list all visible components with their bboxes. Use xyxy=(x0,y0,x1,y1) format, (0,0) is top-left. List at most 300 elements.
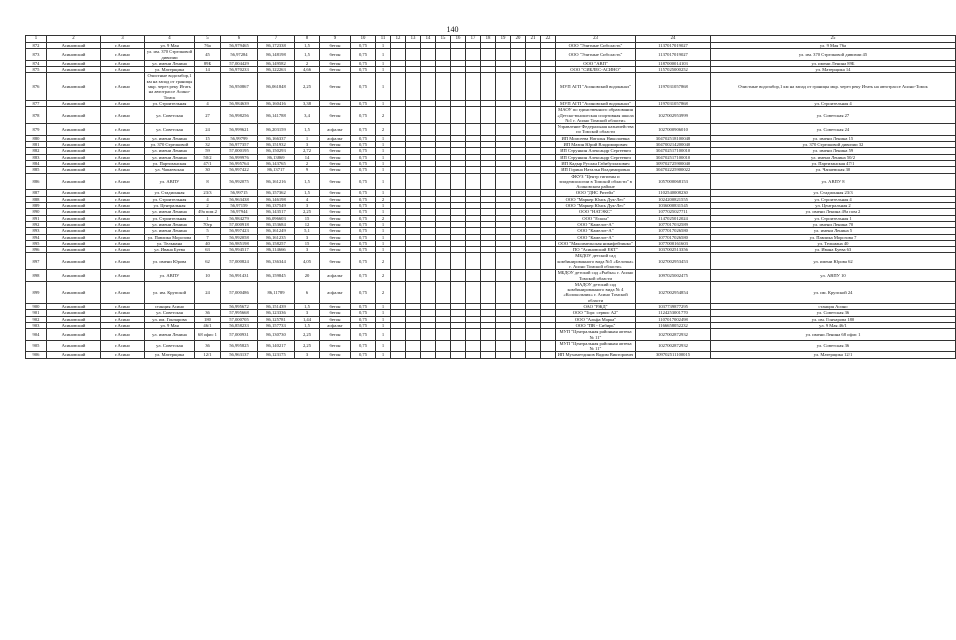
table-cell: 1 xyxy=(376,340,391,352)
table-cell: Асиновский xyxy=(47,60,101,66)
column-number-cell: 5 xyxy=(195,36,221,43)
table-cell: Асиновский xyxy=(47,228,101,234)
table-cell: 1 xyxy=(376,160,391,166)
table-cell: г.Асино xyxy=(101,135,145,141)
table-cell xyxy=(436,270,451,282)
table-cell: Асиновский xyxy=(47,329,101,341)
table-cell: 86,153684 xyxy=(258,221,295,227)
table-cell: 1187000014103 xyxy=(636,60,711,66)
table-cell: 1027002872932 xyxy=(636,329,711,341)
table-cell: ООО "Камелот-А" xyxy=(556,228,636,234)
table-cell: г.Асино xyxy=(101,352,145,358)
table-cell: г.Асино xyxy=(101,340,145,352)
table-cell xyxy=(406,124,421,136)
table-cell: МУП "Центральная районная аптека № 11" xyxy=(556,340,636,352)
table-cell: бетон xyxy=(320,196,351,202)
table-cell xyxy=(496,124,511,136)
table-cell: бетон xyxy=(320,221,351,227)
table-cell: ул. Строительная 4 xyxy=(711,100,956,106)
table-cell: 4,05 xyxy=(295,253,320,270)
table-cell: 0,75 xyxy=(351,190,376,196)
table-cell: Асиновский xyxy=(47,240,101,246)
table-cell: 86,143765 xyxy=(258,160,295,166)
table-cell: 6 xyxy=(295,281,320,303)
table-cell: 56,977357 xyxy=(221,142,258,148)
table-cell: Асиновский xyxy=(47,221,101,227)
table-cell: 3 xyxy=(295,142,320,148)
table-cell: 2,72 xyxy=(295,148,320,154)
table-cell: 1197031057868 xyxy=(636,100,711,106)
table-cell: 0,75 xyxy=(351,67,376,73)
table-cell: ООО "Альфа Марка" xyxy=(556,316,636,322)
table-cell: 86,11789 xyxy=(258,281,295,303)
table-cell: асфальт xyxy=(320,322,351,328)
table-cell: Асиновский xyxy=(47,203,101,209)
table-cell: асфальт xyxy=(320,270,351,282)
table-cell: 0,75 xyxy=(351,148,376,154)
table-cell: 56,984639 xyxy=(221,100,258,106)
table-cell: Очистные водозабор,1 км на запад от границы мкр. через реку Итать на автотрассе Асино-Томск xyxy=(145,73,195,100)
table-cell: 56,991431 xyxy=(221,270,258,282)
table-cell: 901 xyxy=(26,310,47,316)
table-cell: 89Б xyxy=(195,60,221,66)
table-cell: ул. Ивана Буева xyxy=(145,247,195,253)
table-cell xyxy=(511,124,526,136)
table-cell: Асиновский xyxy=(47,73,101,100)
table-cell xyxy=(406,270,421,282)
column-number-cell: 3 xyxy=(101,36,145,43)
table-cell: 62 xyxy=(195,253,221,270)
table-cell: 86,13717 xyxy=(258,167,295,173)
table-cell: 3,38 xyxy=(295,100,320,106)
table-cell: 20 xyxy=(295,270,320,282)
table-cell: ул. имени Ленина 50/2 xyxy=(711,154,956,160)
table-cell: г.Асино xyxy=(101,190,145,196)
table-cell xyxy=(451,124,466,136)
table-cell: 878 xyxy=(26,107,47,124)
table-cell: 904 xyxy=(26,329,47,341)
column-number-cell: 7 xyxy=(258,36,295,43)
table-cell: 304702517100010 xyxy=(636,154,711,160)
table-cell xyxy=(451,253,466,270)
table-cell: 3 xyxy=(295,247,320,253)
table-cell: бетон xyxy=(320,329,351,341)
table-cell xyxy=(466,73,481,100)
table-cell: 1077017026580 xyxy=(636,228,711,234)
table-cell: ул. имени Ленина xyxy=(145,60,195,66)
table-cell xyxy=(436,124,451,136)
table-cell: Асиновский xyxy=(47,160,101,166)
table-cell: Асиновский xyxy=(47,281,101,303)
table-cell: 881 xyxy=(26,142,47,148)
table-row xyxy=(26,107,956,124)
table-cell xyxy=(541,281,556,303)
table-cell: Асиновский xyxy=(47,316,101,322)
table-cell: 1,5 xyxy=(295,304,320,310)
table-cell: 56,997422 xyxy=(221,167,258,173)
table-cell xyxy=(421,107,436,124)
table-cell xyxy=(436,49,451,61)
table-cell: г.Асино xyxy=(101,247,145,253)
table-cell: 0,75 xyxy=(351,316,376,322)
table-cell: бетон xyxy=(320,49,351,61)
table-cell: г.Асино xyxy=(101,49,145,61)
table-cell: 1,5 xyxy=(295,43,320,49)
table-cell: ул. АВПУ xyxy=(145,270,195,282)
table-cell: 1 xyxy=(376,142,391,148)
table-cell: 0,75 xyxy=(351,352,376,358)
table-cell: ул. АВПУ xyxy=(145,173,195,190)
table-cell xyxy=(541,73,556,100)
table-cell: ул. имени Ленина 49а пом 2 xyxy=(711,209,956,215)
table-cell: ул. Строительная xyxy=(145,100,195,106)
table-cell: асфальт xyxy=(320,135,351,141)
table-cell xyxy=(526,281,541,303)
table-cell: 14 xyxy=(295,154,320,160)
table-cell xyxy=(436,352,451,358)
table-cell: 889 xyxy=(26,203,47,209)
table-cell: ул. Строительная xyxy=(145,196,195,202)
table-cell: 0,75 xyxy=(351,340,376,352)
table-cell: 5 xyxy=(195,228,221,234)
table-cell: МБДОУ детский сад «Рыбка» г. Асино Томской области xyxy=(556,270,636,282)
table-cell: 3,4 xyxy=(295,107,320,124)
table-cell: 304700214200040 xyxy=(636,142,711,148)
table-cell: ул. 9 Мая 46/1 xyxy=(711,322,956,328)
table-cell: 86,136344 xyxy=(258,253,295,270)
table-cell: г.Асино xyxy=(101,310,145,316)
table-cell xyxy=(466,270,481,282)
table-cell: г.Асино xyxy=(101,270,145,282)
column-number-cell: 14 xyxy=(421,36,436,43)
table-cell: 2 xyxy=(195,203,221,209)
table-cell xyxy=(481,73,496,100)
table-cell: ул. Матерщика 14 xyxy=(711,67,956,73)
table-cell xyxy=(541,253,556,270)
table-cell xyxy=(541,270,556,282)
table-cell: г.Асино xyxy=(101,67,145,73)
table-cell: 1197031057868 xyxy=(636,73,711,100)
table-cell: ул. имени Ленина 68 офис 1 xyxy=(711,329,956,341)
table-cell: бетон xyxy=(320,352,351,358)
register-table-container xyxy=(25,35,928,359)
table-cell: 1037002513356 xyxy=(636,247,711,253)
column-number-cell: 22 xyxy=(541,36,556,43)
table-cell: 2 xyxy=(376,270,391,282)
table-cell: 57,004429 xyxy=(221,60,258,66)
table-cell: ул. Матерщика xyxy=(145,352,195,358)
table-cell: Асиновский xyxy=(47,124,101,136)
table-cell: 1,5 xyxy=(295,124,320,136)
table-cell xyxy=(421,49,436,61)
table-cell: Асиновский xyxy=(47,310,101,316)
table-cell: ул. Матерщика 12/1 xyxy=(711,352,956,358)
table-cell: бетон xyxy=(320,160,351,166)
table-cell xyxy=(421,270,436,282)
table-cell: 27 xyxy=(195,107,221,124)
table-cell: ИП Стрункин Александр Сергеевич xyxy=(556,148,636,154)
column-number-cell: 17 xyxy=(466,36,481,43)
table-cell: ул. 9 Мая xyxy=(145,43,195,49)
table-cell xyxy=(526,253,541,270)
table-cell: ул. Стадионная 23/3 xyxy=(711,190,956,196)
table-cell: 1147025012024 xyxy=(636,215,711,221)
table-cell: г.Асино xyxy=(101,221,145,227)
table-cell: г.Асино xyxy=(101,196,145,202)
table-cell: 1 xyxy=(376,73,391,100)
column-number-cell: 1 xyxy=(26,36,47,43)
table-cell: 2 xyxy=(376,196,391,202)
table-cell: 0,75 xyxy=(351,100,376,106)
table-cell: 86,146198 xyxy=(258,196,295,202)
table-cell xyxy=(436,173,451,190)
table-cell xyxy=(541,49,556,61)
table-cell: 1 xyxy=(376,304,391,310)
column-number-cell: 11 xyxy=(376,36,391,43)
table-cell xyxy=(451,281,466,303)
table-cell xyxy=(466,124,481,136)
table-cell: ИП Мазин Юрий Владимирович xyxy=(556,142,636,148)
table-cell: 56,992058 xyxy=(221,234,258,240)
table-cell xyxy=(391,253,406,270)
table-cell: 882 xyxy=(26,148,47,154)
column-number-cell: 13 xyxy=(406,36,421,43)
table-cell: 86,166337 xyxy=(258,135,295,141)
table-cell: ООО "Торг. сервис А2" xyxy=(556,310,636,316)
table-cell: Асиновский xyxy=(47,352,101,358)
table-cell: 879 xyxy=(26,124,47,136)
table-cell: 2 xyxy=(376,107,391,124)
table-cell: 1 xyxy=(376,60,391,66)
table-cell: 2 xyxy=(376,215,391,221)
table-cell: г.Асино xyxy=(101,107,145,124)
table-cell: ООО "Элитные Сибсласть" xyxy=(556,43,636,49)
table-cell: 1027002872932 xyxy=(636,340,711,352)
table-cell: 1077025027711 xyxy=(636,209,711,215)
table-cell: 32 xyxy=(195,142,221,148)
table-cell: г.Асино xyxy=(101,167,145,173)
table-cell: ул. Павлика Морозова xyxy=(145,234,195,240)
table-cell: 56,997423 xyxy=(221,228,258,234)
table-cell: бетон xyxy=(320,100,351,106)
table-cell: 1 xyxy=(376,203,391,209)
table-cell: 86,151932 xyxy=(258,142,295,148)
table-cell: ул. им. 370 Стрелковой дивизии 45 xyxy=(711,49,956,61)
table-cell: ул. Строительная xyxy=(145,215,195,221)
table-cell: 0,75 xyxy=(351,167,376,173)
table-cell: Асиновский xyxy=(47,173,101,190)
table-cell: бетон xyxy=(320,253,351,270)
table-cell: 86,130730 xyxy=(258,329,295,341)
table-cell: станция Асино xyxy=(711,304,956,310)
table-cell: 56,950867 xyxy=(221,73,258,100)
table-cell: Асиновский xyxy=(47,100,101,106)
table-cell: г.Асино xyxy=(101,322,145,328)
table-cell: 885 xyxy=(26,167,47,173)
table-row xyxy=(26,253,956,270)
table-cell: 3 xyxy=(295,352,320,358)
table-cell: 877 xyxy=(26,100,47,106)
table-cell: 86,061848 xyxy=(258,73,295,100)
table-cell xyxy=(496,340,511,352)
table-cell: 86,161249 xyxy=(258,228,295,234)
table-cell xyxy=(391,107,406,124)
table-cell: 56,963137 xyxy=(221,352,258,358)
table-cell: 1 xyxy=(376,173,391,190)
table-cell: 1036000831545 xyxy=(636,203,711,209)
table-cell: ООО "НАТЭКС" xyxy=(556,209,636,215)
table-cell: ул. Партизанская xyxy=(145,160,195,166)
table-cell: 906 xyxy=(26,352,47,358)
table-cell: бетон xyxy=(320,148,351,154)
table-cell: 875 xyxy=(26,67,47,73)
table-cell: 180 xyxy=(195,316,221,322)
table-cell: 45 xyxy=(195,49,221,61)
table-cell: 57,000486 xyxy=(221,281,258,303)
table-cell: 1,5 xyxy=(295,173,320,190)
table-cell: 900 xyxy=(26,304,47,310)
table-cell: бетон xyxy=(320,304,351,310)
table-cell: 86,159845 xyxy=(258,270,295,282)
table-cell xyxy=(496,329,511,341)
table-cell: 57,000931 xyxy=(221,329,258,341)
table-cell: г.Асино xyxy=(101,203,145,209)
table-cell: ООО "СИБЛЕС-АСИНО" xyxy=(556,67,636,73)
table-cell: 56,994517 xyxy=(221,247,258,253)
table-cell: ул. имени Юрова 62 xyxy=(711,253,956,270)
table-cell: ООО "АВП" xyxy=(556,60,636,66)
table-cell: 86,143517 xyxy=(258,209,295,215)
table-cell xyxy=(391,270,406,282)
table-cell: 14 xyxy=(195,67,221,73)
table-cell xyxy=(481,270,496,282)
table-cell: 309702511100015 xyxy=(636,352,711,358)
table-cell: г.Асино xyxy=(101,228,145,234)
table-cell xyxy=(511,73,526,100)
table-cell xyxy=(436,253,451,270)
table-cell: 1027002953999 xyxy=(636,107,711,124)
table-cell: 57,000824 xyxy=(221,253,258,270)
table-cell: 68 офис 1 xyxy=(195,329,221,341)
table-cell xyxy=(436,281,451,303)
table-cell: ул. им. Гончарова xyxy=(145,316,195,322)
table-cell: г.Асино xyxy=(101,281,145,303)
table-cell: Асиновский xyxy=(47,107,101,124)
table-cell: 1 xyxy=(376,322,391,328)
table-cell: ул. Тельмана 40 xyxy=(711,240,956,246)
table-cell xyxy=(391,124,406,136)
table-cell: 23/3 xyxy=(195,190,221,196)
table-cell xyxy=(496,49,511,61)
table-cell: ул. имени Ленина 5 xyxy=(711,228,956,234)
table-cell: бетон xyxy=(320,173,351,190)
table-cell: Асиновский xyxy=(47,196,101,202)
table-cell xyxy=(511,340,526,352)
table-cell: 1027002953453 xyxy=(636,253,711,270)
table-cell xyxy=(436,340,451,352)
table-cell: 1 xyxy=(376,100,391,106)
table-cell: 86,123175 xyxy=(258,352,295,358)
table-cell: ул. имени Ленина xyxy=(145,221,195,227)
table-cell: ул. АВПУ 8 xyxy=(711,173,956,190)
table-cell: Управление Федеральная казначейства по Томской области xyxy=(557,124,634,135)
table-cell: г.Асино xyxy=(101,329,145,341)
table-cell: 0,75 xyxy=(351,215,376,221)
table-cell: 40 xyxy=(195,240,221,246)
table-cell xyxy=(481,173,496,190)
table-cell xyxy=(406,340,421,352)
table-cell: ул. им. Гончарова 180 xyxy=(711,316,956,322)
table-cell: 56,97159 xyxy=(221,203,258,209)
table-cell: 2,25 xyxy=(295,329,320,341)
table-cell: 891 xyxy=(26,215,47,221)
table-cell: 56,984279 xyxy=(221,215,258,221)
table-cell: ул. имени Ленина xyxy=(145,135,195,141)
column-number-cell: 16 xyxy=(451,36,466,43)
table-cell xyxy=(466,49,481,61)
table-cell: 56,999621 xyxy=(221,124,258,136)
table-cell: 0,75 xyxy=(351,203,376,209)
table-cell: 86,096603 xyxy=(258,215,295,221)
table-cell: ОАО "РЖД" xyxy=(556,304,636,310)
table-cell: ПО "Асиновский ЕКТ" xyxy=(556,247,636,253)
table-cell: г.Асино xyxy=(101,148,145,154)
table-cell xyxy=(511,329,526,341)
table-cell: 86,148198 xyxy=(258,49,295,61)
table-cell xyxy=(511,253,526,270)
table-cell: г.Асино xyxy=(101,124,145,136)
table-cell: бетон xyxy=(320,154,351,160)
table-cell: 0,75 xyxy=(351,154,376,160)
table-cell: ул. Павлика Морозова 7 xyxy=(711,234,956,240)
table-cell: ООО "Ескон" xyxy=(556,215,636,221)
table-cell: 2 xyxy=(376,281,391,303)
table-cell: 0,75 xyxy=(351,60,376,66)
table-cell: 59 xyxy=(195,148,221,154)
table-cell: бетон xyxy=(320,142,351,148)
table-cell xyxy=(451,73,466,100)
column-number-cell: 4 xyxy=(145,36,195,43)
table-cell: МУП АГП "Асиновский водоканал" xyxy=(556,100,636,106)
table-cell: бетон xyxy=(320,209,351,215)
table-cell: 56,995672 xyxy=(221,304,258,310)
table-cell: МБДОУ детский сад комбинированного вида №5 «Белочка» г. Асино Томской области» xyxy=(557,253,634,269)
table-cell: ул. Партизанская 47/1 xyxy=(711,160,956,166)
table-cell: 7 xyxy=(195,234,221,240)
table-cell: 1 xyxy=(376,228,391,234)
table-cell: бетон xyxy=(320,73,351,100)
table-cell: асфальт xyxy=(320,124,351,136)
table-cell: 1 xyxy=(376,329,391,341)
table-cell xyxy=(466,173,481,190)
table-cell: 86,149582 xyxy=(258,60,295,66)
table-cell xyxy=(466,281,481,303)
table-cell: ул. им. Крупской xyxy=(145,281,195,303)
column-number-cell: 6 xyxy=(221,36,258,43)
table-cell xyxy=(466,253,481,270)
table-cell: 1137017019027 xyxy=(636,49,711,61)
table-cell: 4 xyxy=(195,100,221,106)
table-cell: ул. имени Ленина xyxy=(145,209,195,215)
table-cell xyxy=(406,329,421,341)
table-cell: г.Асино xyxy=(101,60,145,66)
table-cell: Асиновский xyxy=(47,148,101,154)
table-cell: 2 xyxy=(376,253,391,270)
table-cell: 4,66 xyxy=(295,67,320,73)
table-cell: г.Асино xyxy=(101,253,145,270)
table-cell: Асиновский xyxy=(47,49,101,61)
table-cell: 902 xyxy=(26,316,47,322)
